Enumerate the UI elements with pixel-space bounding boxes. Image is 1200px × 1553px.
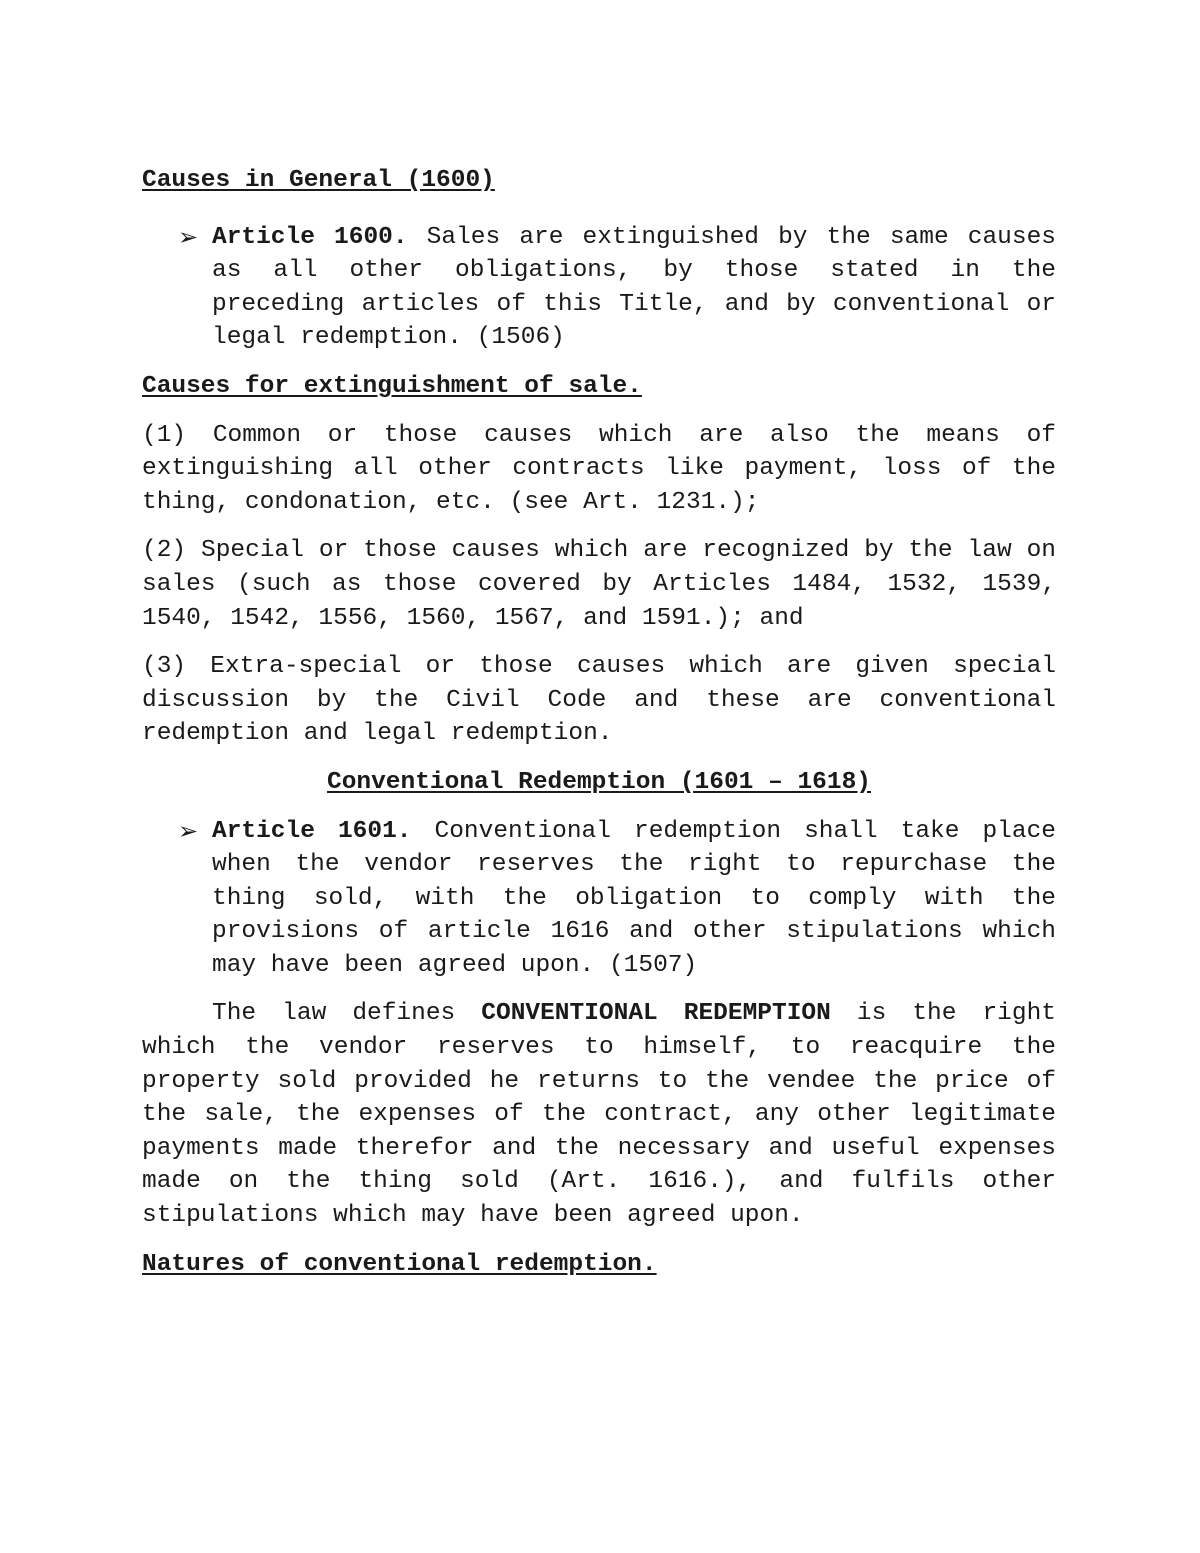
article-1600-label: Article 1600. bbox=[212, 223, 408, 251]
article-1601-text: Conventional redemption shall take place when the vendor reserves the right to repurchase the thing sold, with the obligation to comply with the provisions of article 1616 and other stipulations which may have been agreed upon. (1507) bbox=[212, 817, 1056, 979]
heading-natures-of-conventional-redemption: Natures of conventional redemption. bbox=[142, 1250, 657, 1278]
cause-1-paragraph: (1) Common or those causes which are also the means of extinguishing all other contracts like payment, loss of the thing, condonation, etc. (see Art. 1231.); bbox=[142, 421, 1056, 516]
definition-rest: is the right which the vendor reserves to himself, to reacquire the property sold provided he returns to the vendee the price of the sale, the expenses of the contract, any other legitimate payments made therefor and the necessary and useful expenses made on the thing sold (Art. 1616.), and fulfils other stipulations which may have been agreed upon. bbox=[142, 1000, 1056, 1230]
document-body bbox=[142, 164, 1056, 1281]
article-1600-text: Sales are extinguished by the same causes as all other obligations, by those stated in the preceding articles of this Title, and by conventional or legal redemption. (1506) bbox=[212, 223, 1056, 352]
cause-3-paragraph: (3) Extra-special or those causes which are given special discussion by the Civil Code and these are conventional redemption and legal redemption. bbox=[142, 653, 1056, 748]
definition-term: CONVENTIONAL REDEMPTION bbox=[481, 1000, 831, 1028]
definition-paragraph bbox=[142, 997, 1056, 1232]
article-1601-item bbox=[142, 815, 1056, 983]
arrow-bullet-icon: ➢ bbox=[178, 222, 199, 251]
heading-causes-for-extinguishment: Causes for extinguishment of sale. bbox=[142, 372, 642, 400]
article-1600-item bbox=[142, 221, 1056, 355]
definition-lead: The law defines bbox=[212, 1000, 482, 1028]
heading-causes-in-general: Causes in General (1600) bbox=[142, 167, 495, 194]
arrow-bullet-icon: ➢ bbox=[178, 816, 199, 845]
article-1601-label: Article 1601. bbox=[212, 817, 412, 845]
cause-2-paragraph: (2) Special or those causes which are recognized by the law on sales (such as those covered by Articles 1484, 1532, 1539, 1540, 1542, 1556, 1560, 1567, and 1591.); and bbox=[142, 537, 1056, 632]
heading-conventional-redemption: Conventional Redemption (1601 – 1618) bbox=[327, 768, 871, 796]
